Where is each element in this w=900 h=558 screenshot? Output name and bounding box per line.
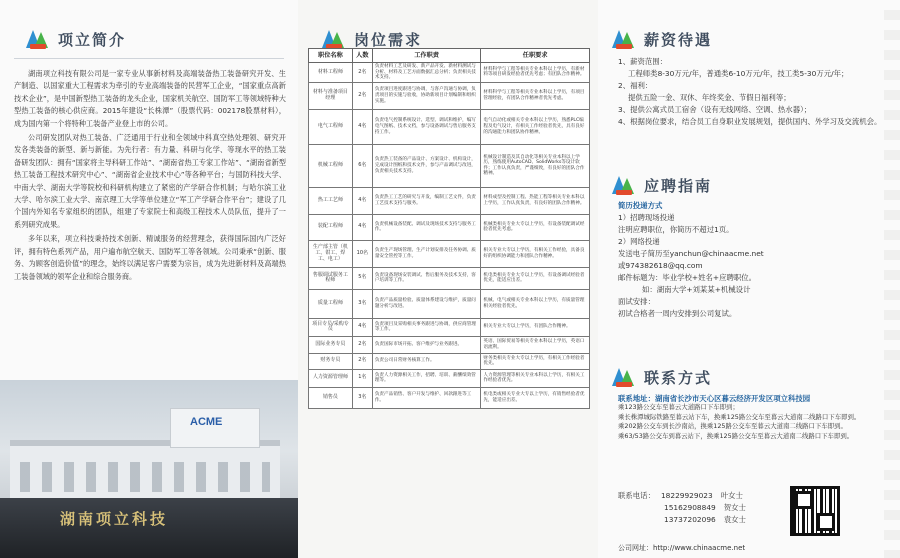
phone-label: 联系电话： <box>618 491 655 500</box>
duty-cell: 负责电气控制系统设计、选型、调试和维护，编写电气图纸、技术文档，参与设备调试与售后服务支持工作。 <box>372 109 481 144</box>
apply-title: 应聘指南 <box>644 176 713 195</box>
requirement-cell: 机械类相关专业大专以上学历，有设备装配调试经验者优先考虑。 <box>481 214 590 240</box>
salary-item: 工程师类8-30万元/年，普通类6-10万元/年，技工类5-30万元/年； <box>628 69 849 78</box>
duty-cell: 负责国际市场开拓、客户维护与业务跟进。 <box>372 336 481 353</box>
apply-item: 面试安排： <box>618 297 655 306</box>
qr-code-icon <box>790 486 840 536</box>
route-item: 乘63/53路公交车到暮云站下，换乘125路公交车至暮云大道南二线路口下车即到。 <box>618 431 854 440</box>
duty-cell: 负责人力资源相关工作，招聘、培训、薪酬绩效管理等。 <box>372 369 481 387</box>
table-row <box>309 82 590 109</box>
right-edge-strip <box>884 0 900 558</box>
duty-cell: 负责设备现场安装调试、售后服务及技术支持，客户培训等工作。 <box>372 267 481 289</box>
building-windows <box>20 462 270 492</box>
apply-item: 初试合格者一周内安排到公司复试。 <box>618 309 737 318</box>
salary-title: 薪资待遇 <box>644 30 713 49</box>
headcount-cell: 2名 <box>352 336 372 353</box>
job-title-cell: 人力资源管理师 <box>309 369 353 387</box>
salary-item: 提供五险一金、双休、年终奖金、节假日福利等； <box>628 93 791 102</box>
jobs-table-header <box>309 49 590 63</box>
table-row <box>309 144 590 187</box>
headcount-cell: 4名 <box>352 214 372 240</box>
table-row <box>309 387 590 408</box>
col-header: 职位名称 <box>309 49 353 63</box>
requirement-cell: 财务类相关专业大专以上学历，有相关工作经验者优先。 <box>481 353 590 369</box>
headcount-cell: 10名 <box>352 240 372 267</box>
headcount-cell: 2名 <box>352 353 372 369</box>
phone-number[interactable]: 18229929023 <box>660 491 713 500</box>
headcount-cell: 3名 <box>352 289 372 318</box>
headcount-cell: 2名 <box>352 82 372 109</box>
intro-text <box>14 68 286 285</box>
apply-item: 邮件标题为：毕业学校+姓名+应聘职位。 <box>618 273 757 282</box>
salary-item: 3、提供公寓式员工宿舍（设有无线网络、空调、热水器）； <box>618 105 812 114</box>
contact-info <box>618 394 888 441</box>
salary-item: 4、根据岗位要求，结合员工自身职业发展规划，提供国内、外学习及交流机会。 <box>618 117 882 126</box>
route-item: 乘202路公交车到长沙南站，换乘125路公交车至暮云大道南二线路口下车即到。 <box>618 422 847 431</box>
col-header: 工作职责 <box>372 49 481 63</box>
info-panel <box>598 0 900 558</box>
salary-item: 2、福利： <box>618 81 653 90</box>
company-logo-icon <box>24 26 50 52</box>
table-row <box>309 369 590 387</box>
jobs-table-body <box>309 63 590 409</box>
requirement-cell: 机械、电气或相关专业本科以上学历，有质量管理相关经验者优先。 <box>481 289 590 318</box>
contact-address: 联系地址：湖南省长沙市天心区暮云经济开发区项立科技园 <box>618 394 811 403</box>
duty-cell: 负责项目进度跟进与协调，与客户沟通与协调，负责项目的实施与验收，协助新项目计划编制和组织实施。 <box>372 82 481 109</box>
duty-cell: 负责项目及采购相关事务跟进与协调，供应商管理等工作。 <box>372 318 481 336</box>
job-title-cell: 国际业务专员 <box>309 336 353 353</box>
duty-cell: 负责材料工艺及研发、新产品开发、新材料测试与分析、材料及工艺方面数据汇总分析；负责相关技术支持。 <box>372 63 481 83</box>
requirement-cell: 相关专业大专以上学历，有相关工作经验，具备良好的组织协调能力和团队合作精神。 <box>481 240 590 267</box>
job-title-cell: 材料工程师 <box>309 63 353 83</box>
table-row <box>309 318 590 336</box>
requirement-cell: 相关专业大专以上学历，有团队合作精神。 <box>481 318 590 336</box>
headcount-cell: 4名 <box>352 109 372 144</box>
apply-item: 如：湖南大学+刘某某+机械设计 <box>642 285 751 294</box>
contact-title: 联系方式 <box>644 368 713 387</box>
salary-header <box>610 26 712 52</box>
apply-email-alt[interactable]: 或974382618@qq.com <box>618 261 703 270</box>
apply-header <box>610 172 712 198</box>
acme-logo-sign: ACME <box>190 416 223 428</box>
headcount-cell: 4名 <box>352 318 372 336</box>
requirement-cell: 材料科学与工程等相关专业本科以上学历，有新材料等项目研发经验者优先考虑；有团队合作精神。 <box>481 63 590 83</box>
col-header: 任职要求 <box>481 49 590 63</box>
duty-cell: 负责热工工艺的研究与开发，编制工艺文件，负责工艺技术支持与服务。 <box>372 187 481 214</box>
apply-list <box>618 200 890 320</box>
apply-item: 2）网络投递 <box>618 237 660 246</box>
apply-item: 1）招聘现场投递 <box>618 213 675 222</box>
contact-person: 贺女士 <box>723 503 746 512</box>
headcount-cell: 6名 <box>352 144 372 187</box>
table-row <box>309 187 590 214</box>
intro-paragraph: 湖南项立科技有限公司是一家专业从事新材料及高端装备热工装备研究开发、生产制造、以国家重大工程需求为牵引的专业高端装备的民营军工企业，“国家重点高新技术企业”，是中国新型热工装备的龙头企业，国家机关航空、国防军工等领域特种大型热工装备的核心供应商。2015年建设“长株潭”（股票代码：002178股票材料），成为国内第一个将特种工装备产业登上市的公司。 <box>14 69 286 128</box>
jobs-table <box>308 48 590 409</box>
job-title-cell: 材料与准备项目经理 <box>309 82 353 109</box>
job-title-cell: 装配工程师 <box>309 214 353 240</box>
job-title-cell: 电气工程师 <box>309 109 353 144</box>
job-title-cell: 机械工程师 <box>309 144 353 187</box>
apply-item: 注明应聘职位，你简历不超过1页。 <box>618 225 734 234</box>
requirement-cell: 英语、国际贸易等相关专业本科以上学历，英语口语流利。 <box>481 336 590 353</box>
headcount-cell: 5名 <box>352 267 372 289</box>
table-row <box>309 289 590 318</box>
phone-row <box>618 514 788 526</box>
apply-email[interactable]: 发送电子简历至yanchun@chinaacme.net <box>618 249 764 258</box>
table-row <box>309 353 590 369</box>
phone-number[interactable]: 13737202096 <box>664 515 716 524</box>
table-row <box>309 336 590 353</box>
route-item: 乘123路公交车至暮云大道路口下车即到； <box>618 403 739 412</box>
apply-subtitle: 简历投递方式 <box>618 201 663 210</box>
gate-sign-text: 湖南项立科技 <box>60 510 169 528</box>
factory-building-upper <box>170 408 260 448</box>
requirement-cell: 机电类或相关专业大专以上学历，有销售经验者优先，能适应出差。 <box>481 387 590 408</box>
job-title-cell: 生产部主管（机工、钳工、焊工、电工） <box>309 240 353 267</box>
salary-item: 1、薪资范围： <box>618 57 668 66</box>
intro-header <box>24 26 126 52</box>
jobs-title: 岗位需求 <box>354 30 423 49</box>
headcount-cell: 2名 <box>352 63 372 83</box>
phone-row <box>618 490 788 502</box>
company-logo-icon <box>610 172 636 198</box>
intro-title: 项立简介 <box>58 30 127 49</box>
duty-cell: 负责机械设备装配、调试及现场技术支持与服务工作。 <box>372 214 481 240</box>
company-website[interactable]: 公司网址：http://www.chinaacme.net <box>618 544 746 552</box>
table-row <box>309 214 590 240</box>
route-item: 乘长株潭城际铁路至暮云站下车，换乘125路公交车至暮云大道南二线路口下车即到。 <box>618 412 861 421</box>
headcount-cell: 4名 <box>352 187 372 214</box>
contact-person: 袁女士 <box>723 515 746 524</box>
table-row <box>309 267 590 289</box>
phone-number[interactable]: 15162908849 <box>664 503 716 512</box>
table-row <box>309 109 590 144</box>
table-row <box>309 240 590 267</box>
requirement-cell: 电气自动化或相关专业本科以上学历，熟悉PLC编程及电气设计，有相关工作经验者优先，具有良好的沟通能力和团队协作精神。 <box>481 109 590 144</box>
headcount-cell: 3名 <box>352 387 372 408</box>
job-title-cell: 销售员 <box>309 387 353 408</box>
duty-cell: 负责产品质量检验、质量体系建设与维护，质量问题分析与改进。 <box>372 289 481 318</box>
job-title-cell: 质量工程师 <box>309 289 353 318</box>
phone-row <box>618 502 788 514</box>
contact-person: 叶女士 <box>720 491 743 500</box>
duty-cell: 负责生产现场管理、生产计划安排及任务协调、质量安全管控等工作。 <box>372 240 481 267</box>
intro-paragraph: 公司研发团队对热工装备、广泛通用于行业和全领域中科真空热处理领、研究开发各类装备的新型、新与新能。为先行者：有力量、科研与化学、等现水平的热工装备研发团队：拥有“国家将主导科研工作站”、“湖南省热工专家工作站”、“湖南省新型热工装备工程技术研究中心”、“湖南省企业技术中心”等各种平台；与国防科技大学、中南大学、湖南大学等院校和科研机构建立了紧密的产学研合作机制；与哈尔滨工业大学、哈尔滨工业大学、南京理工大学等单位建立“军工产学研合作平台”；建设了几个国内外知名专家组织的团队，组建了专家院士和高级工程技术人员队伍，提升了一系列研究成果。 <box>14 133 286 229</box>
factory-photo <box>0 380 298 558</box>
intro-paragraph: 多年以来，项立科技秉持技术创新、精诚服务的经营理念，获得国际国内广泛好评，拥有特色系列产品，用户遍布航空航天、国防军工等各领域。公司秉承“创新、服务、为顾客创造价值”的理念，始终以满足客户需要为宗旨，成为先进新材料及高端热工装备领域的领军企业和综合服务商。 <box>14 234 286 281</box>
job-title-cell: 售服调试服务工程师 <box>309 267 353 289</box>
company-logo-icon <box>610 364 636 390</box>
requirement-cell: 人力资源管理等相关专业本科以上学历，有相关工作经验者优先。 <box>481 369 590 387</box>
job-title-cell: 热工工艺师 <box>309 187 353 214</box>
contact-header <box>610 364 712 390</box>
job-title-cell: 财务专员 <box>309 353 353 369</box>
phone-list <box>618 490 788 526</box>
job-title-cell: 项目专员/采购专员 <box>309 318 353 336</box>
table-row <box>309 63 590 83</box>
requirement-cell: 机电类相关专业大专以上学历，有设备调试经验者优先，能适应出差。 <box>481 267 590 289</box>
requirement-cell: 材料成型及控制工程、热能工程等相关专业本科以上学历，工作认真负责，有良好的团队合作精神。 <box>481 187 590 214</box>
company-logo-icon <box>610 26 636 52</box>
col-header: 人数 <box>352 49 372 63</box>
requirement-cell: 机械设计制造及其自动化等相关专业本科以上学历，熟练使用AutoCAD、SolidWorks等设计软件；工作认真负责，严谨细致，有良好的团队合作精神。 <box>481 144 590 187</box>
headcount-cell: 1名 <box>352 369 372 387</box>
divider <box>14 58 284 59</box>
duty-cell: 负责产品销售、客户开发与维护、回款跟进等工作。 <box>372 387 481 408</box>
duty-cell: 负责公司日常财务核算工作。 <box>372 353 481 369</box>
requirement-cell: 材料科学与工程等相关专业本科以上学历，有项目管理经验，有团队合作精神者优先考虑。 <box>481 82 590 109</box>
salary-list <box>618 56 890 128</box>
duty-cell: 负责热工装备的产品设计、方案设计、机构设计，完成设计图纸和技术文件，参与产品调试与改进，负责相关技术支持。 <box>372 144 481 187</box>
intro-panel <box>0 0 298 558</box>
